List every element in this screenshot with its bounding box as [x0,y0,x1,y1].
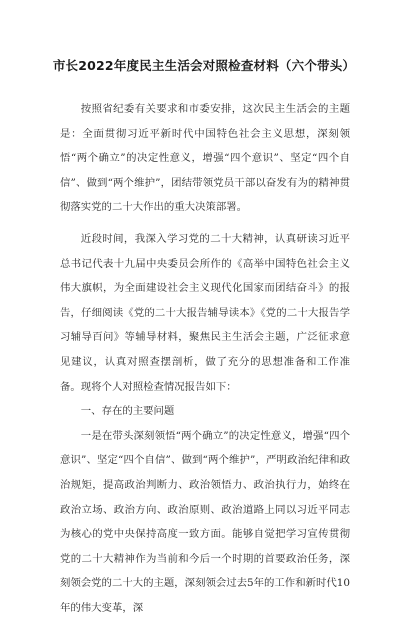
document-title: 市长2022年度民主生活会对照检查材料（六个带头） [52,58,356,73]
section-heading-problems: 一、存在的主要问题 [80,405,175,418]
paragraph-intro: 按照省纪委有关要求和市委安排，这次民主生活会的主题是：全面贯彻习近平新时代中国特色社会主义思想，深刻领悟“两个确立”的决定性意义，增强“四个意识”、坚定“四个自信”、做到“两个维护”，团结带领党员干部以奋发有为的精神贯彻落实党的二十大作出的重大决策部署。 [60,103,350,214]
paragraph-study: 近段时间，我深入学习党的二十大精神，认真研读习近平总书记代表十九届中央委员会所作的《高举中国特色社会主义伟大旗帜，为全面建设社会主义现代化国家而团结奋斗》的报告，仔细阅读《党的二十大报告辅导读本》《党的二十大报告学习辅导百问》等辅导材料，聚焦民主生活会主题，广泛征求意见建议，认真对照查摆剖析，做了充分的思想准备和工作准备。现将个人对照检查情况报告如下： [60,232,350,393]
paragraph-problem-one: 一是在带头深刻领悟“两个确立”的决定性意义，增强“四个意识”、坚定“四个自信”、做到“两个维护”，严明政治纪律和政治规矩，提高政治判断力、政治领悟力、政治执行力，始终在政治立场、政治方向、政治原则、政治道路上同以习近平同志为核心的党中央保持高度一致方面。能够自觉把学习宣传贯彻党的二十大精神作为当前和今后一个时期的首要政治任务，深刻领会党的二十大的主题，深刻领会过去5年的工作和新时代10年的伟大变革，深 [60,429,350,614]
document-body [60,97,350,620]
